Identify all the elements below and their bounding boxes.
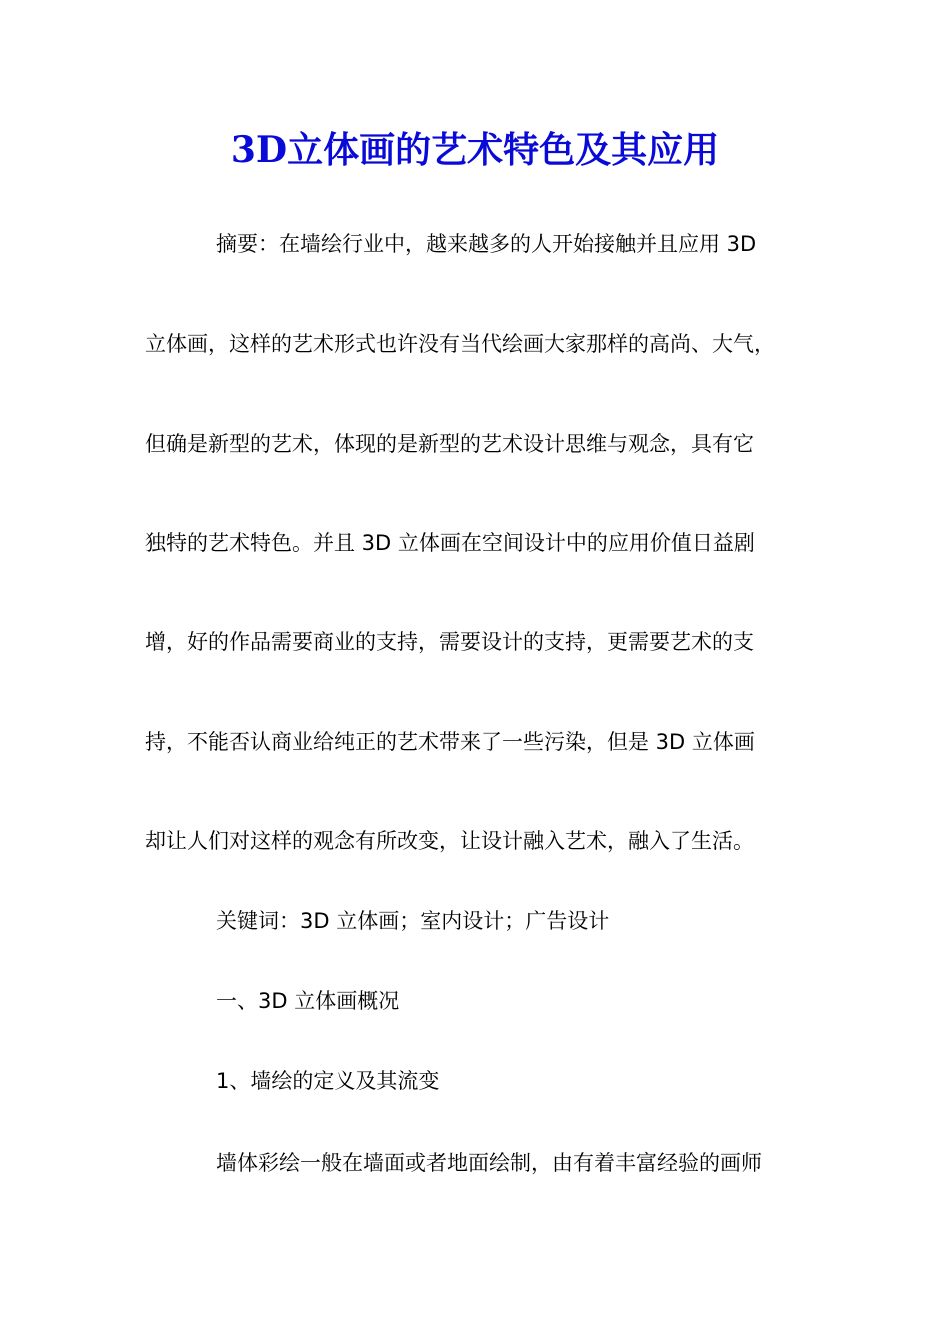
abstract-line: 增，好的作品需要商业的支持，需要设计的支持，更需要艺术的支 xyxy=(145,630,754,654)
body-paragraph-line: 墙体彩绘一般在墙面或者地面绘制，由有着丰富经验的画师 xyxy=(216,1151,762,1175)
keywords: 关键词：3D 立体画；室内设计；广告设计 xyxy=(216,909,610,933)
abstract-line: 但确是新型的艺术，体现的是新型的艺术设计思维与观念，具有它 xyxy=(145,432,754,456)
section-heading: 一、3D 立体画概况 xyxy=(216,989,400,1013)
subsection-heading: 1、墙绘的定义及其流变 xyxy=(216,1069,440,1093)
abstract-line: 摘要：在墙绘行业中，越来越多的人开始接触并且应用 3D xyxy=(216,232,757,256)
abstract-line: 立体画，这样的艺术形式也许没有当代绘画大家那样的高尚、大气， xyxy=(145,332,775,356)
document-title: 3D立体画的艺术特色及其应用 xyxy=(230,129,720,171)
abstract-line: 却让人们对这样的观念有所改变，让设计融入艺术，融入了生活。 xyxy=(145,829,754,853)
abstract-line: 独特的艺术特色。并且 3D 立体画在空间设计中的应用价值日益剧 xyxy=(145,531,755,555)
abstract-line: 持，不能否认商业给纯正的艺术带来了一些污染，但是 3D 立体画 xyxy=(145,730,755,754)
